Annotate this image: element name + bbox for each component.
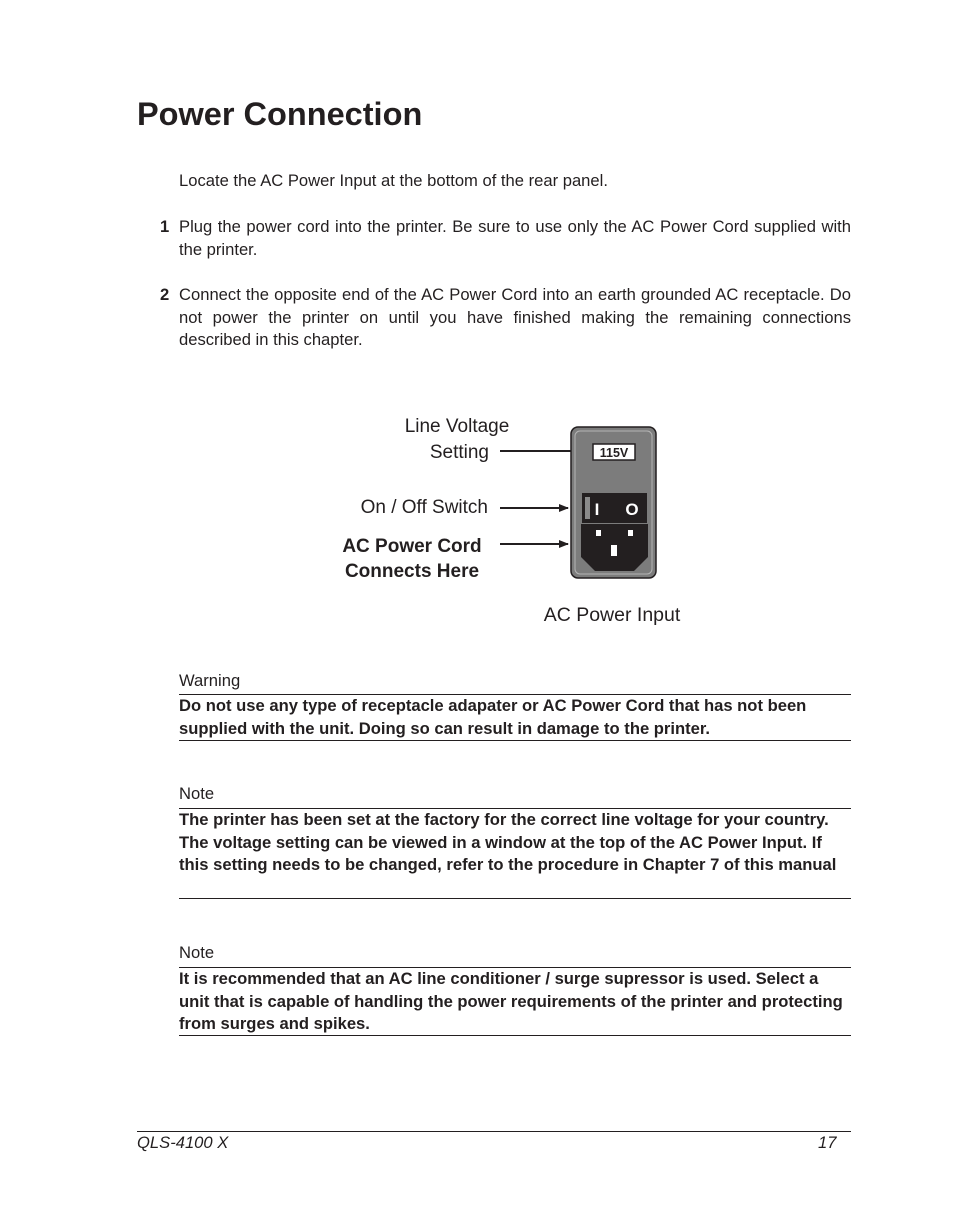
warning-text: Do not use any type of receptacle adapater or AC Power Cord that has not been supplied with the unit. Doing so can result in damage to the printer. bbox=[179, 694, 851, 741]
warning-label: Warning bbox=[179, 671, 241, 690]
note-label-2: Note bbox=[179, 943, 215, 962]
footer-model: QLS-4100 X bbox=[137, 1133, 229, 1152]
switch-off-symbol: O bbox=[625, 500, 639, 519]
note-label-1: Note bbox=[179, 784, 215, 803]
footer-rule bbox=[137, 1131, 851, 1132]
ac-power-input-diagram bbox=[320, 400, 720, 635]
step-text-1: Plug the power cord into the printer. Be sure to use only the AC Power Cord supplied with the printer. bbox=[179, 217, 851, 259]
voltage-value: 115V bbox=[599, 446, 629, 460]
step-number-2: 2 bbox=[160, 285, 170, 304]
label-line-voltage-2: Setting bbox=[429, 442, 489, 463]
label-cord-1: AC Power Cord bbox=[342, 536, 482, 557]
note-text-1: The printer has been set at the factory for the correct line voltage for your country. The voltage setting can be viewed in a window at the top of the AC Power Input. If this setting needs to be changed, refer to the procedure in Chapter 7 of this manual bbox=[179, 808, 851, 899]
label-line-voltage-1: Line Voltage bbox=[404, 416, 510, 437]
power-module bbox=[571, 427, 656, 578]
label-cord-2: Connects Here bbox=[344, 561, 480, 582]
label-switch: On / Off Switch bbox=[360, 497, 488, 518]
diagram-caption: AC Power Input bbox=[543, 604, 681, 626]
footer-page-number: 17 bbox=[818, 1133, 837, 1152]
note-text-2: It is recommended that an AC line conditioner / surge supressor is used. Select a unit that is capable of handling the power requirements of the printer and protecting from surges and spikes. bbox=[179, 967, 851, 1036]
page-title: Power Connection bbox=[137, 96, 423, 132]
step-number-1: 1 bbox=[160, 217, 170, 236]
intro-text: Locate the AC Power Input at the bottom of the rear panel. bbox=[179, 171, 608, 190]
step-text-2: Connect the opposite end of the AC Power Cord into an earth grounded AC receptacle. Do not power the printer on until you have finished making the remaining connections described in this chapter. bbox=[179, 285, 851, 350]
switch-on-symbol: I bbox=[594, 500, 600, 519]
